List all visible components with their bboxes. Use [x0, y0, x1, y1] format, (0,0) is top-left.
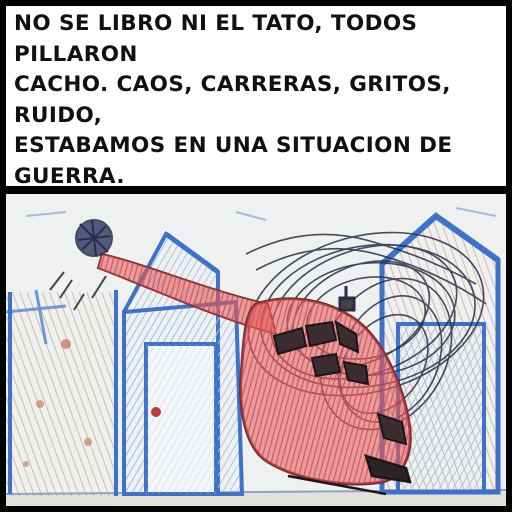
- caption-box: [6, 6, 506, 189]
- helicopter-crash-drawing: [6, 194, 506, 506]
- drawing-panel: [6, 194, 506, 506]
- caption-text: NO SE LIBRO NI EL TATO, TODOS PILLARON CACHO. CAOS, CARRERAS, GRITOS, RUIDO, ESTABAMOS EN UNA SITUACION DE GUERRA.: [14, 11, 453, 189]
- center-building: [124, 302, 242, 494]
- tail-rotor: [76, 220, 112, 256]
- left-wall: [6, 290, 118, 496]
- door-knob: [151, 407, 161, 417]
